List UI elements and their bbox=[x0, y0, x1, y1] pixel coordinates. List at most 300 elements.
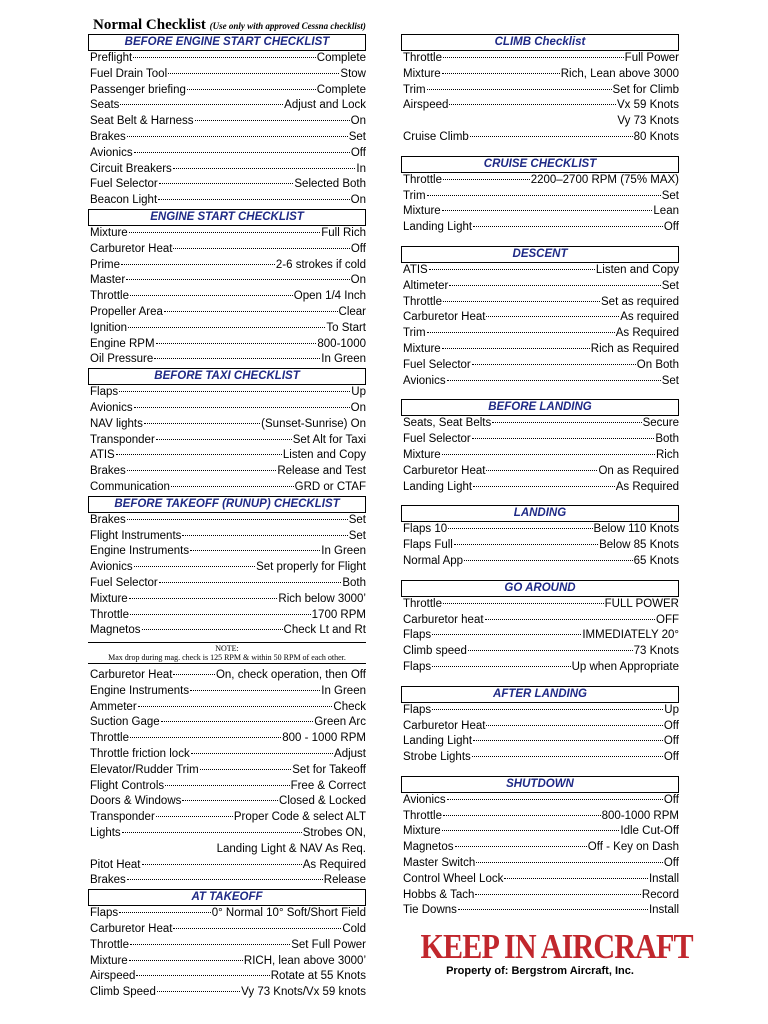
section-before-takeoff-runup-checklist bbox=[88, 496, 366, 890]
dot-leader bbox=[126, 279, 350, 280]
checklist-item: Landing Light bbox=[403, 480, 473, 493]
dot-leader bbox=[429, 269, 595, 270]
dot-leader bbox=[442, 454, 655, 455]
checklist-value: (Sunset-Sunrise) On bbox=[261, 417, 366, 430]
checklist-item: Trim bbox=[403, 189, 426, 202]
checklist-value: Green Arc bbox=[314, 716, 366, 729]
dot-leader bbox=[134, 566, 255, 567]
checklist-item: Flaps 10 bbox=[403, 523, 448, 536]
checklist-value: In bbox=[356, 162, 366, 175]
checklist-row bbox=[88, 352, 366, 368]
checklist-row bbox=[401, 416, 679, 432]
checklist-value: Cold bbox=[342, 923, 366, 936]
dot-leader bbox=[187, 89, 316, 90]
checklist-row bbox=[401, 51, 679, 67]
checklist-value: Record bbox=[641, 888, 679, 901]
section-shutdown bbox=[401, 776, 679, 919]
checklist-row bbox=[88, 417, 366, 433]
checklist-item: Strobe Lights bbox=[403, 751, 471, 764]
dot-leader bbox=[473, 226, 663, 227]
checklist-row bbox=[401, 204, 679, 220]
checklist-value: Stow bbox=[340, 67, 366, 80]
checklist-row bbox=[401, 644, 679, 660]
checklist-row bbox=[88, 858, 366, 874]
checklist-item: Tie Downs bbox=[403, 904, 457, 917]
checklist-row bbox=[401, 554, 679, 570]
checklist-item: Mixture bbox=[403, 67, 441, 80]
checklist-row bbox=[88, 513, 366, 529]
dot-leader bbox=[432, 634, 581, 635]
checklist-row bbox=[88, 560, 366, 576]
dot-leader bbox=[120, 104, 283, 105]
checklist-value: As required bbox=[620, 311, 679, 324]
note-title: NOTE: bbox=[215, 644, 239, 654]
dot-leader bbox=[173, 928, 341, 929]
checklist-item: Engine Instruments bbox=[90, 684, 190, 697]
checklist-row bbox=[88, 464, 366, 480]
dot-leader bbox=[472, 364, 636, 365]
checklist-value: OFF bbox=[656, 613, 679, 626]
checklist-row bbox=[401, 824, 679, 840]
checklist-value: Rich as Required bbox=[590, 342, 679, 355]
checklist-value: Set bbox=[661, 279, 679, 292]
dot-leader bbox=[134, 407, 350, 408]
checklist-row bbox=[401, 538, 679, 554]
right-sections bbox=[401, 34, 679, 919]
checklist-value: Off bbox=[663, 221, 679, 234]
checklist-item: ATIS bbox=[403, 263, 428, 276]
checklist-value: Check bbox=[333, 700, 366, 713]
checklist-value: 800-1000 bbox=[317, 337, 366, 350]
checklist-value: Set bbox=[661, 189, 679, 202]
checklist-row bbox=[88, 700, 366, 716]
dot-leader bbox=[144, 423, 260, 424]
checklist-row bbox=[401, 660, 679, 676]
checklist-value: On bbox=[350, 274, 366, 287]
checklist-row bbox=[88, 985, 366, 1001]
checklist-item: Cruise Climb bbox=[403, 130, 469, 143]
checklist-item: Throttle friction lock bbox=[90, 748, 190, 761]
dot-leader bbox=[475, 894, 641, 895]
checklist-item: Elevator/Rudder Trim bbox=[90, 763, 199, 776]
checklist-value: Install bbox=[648, 904, 679, 917]
dot-leader bbox=[485, 619, 655, 620]
checklist-item: Brakes bbox=[90, 874, 126, 887]
checklist-row bbox=[88, 826, 366, 842]
dot-leader bbox=[486, 316, 619, 317]
checklist-item: Climb speed bbox=[403, 645, 467, 658]
checklist-item: Mixture bbox=[90, 226, 128, 239]
checklist-item: Flaps Full bbox=[403, 539, 453, 552]
dot-leader bbox=[168, 73, 339, 74]
checklist-row bbox=[401, 310, 679, 326]
checklist-row bbox=[401, 374, 679, 390]
checklist-row bbox=[88, 337, 366, 353]
checklist-value: Install bbox=[648, 872, 679, 885]
checklist-item: Oil Pressure bbox=[90, 353, 154, 366]
page-subtitle: (Use only with approved Cessna checklist) bbox=[209, 21, 366, 31]
checklist-item: Brakes bbox=[90, 513, 126, 526]
dot-leader bbox=[447, 380, 661, 381]
checklist-value: RICH, lean above 3000’ bbox=[243, 954, 366, 967]
checklist-item: Prime bbox=[90, 258, 121, 271]
checklist-value: Check Lt and Rt bbox=[283, 624, 366, 637]
checklist-row bbox=[401, 480, 679, 496]
checklist-item: Suction Gage bbox=[90, 716, 160, 729]
checklist-value: 2200–2700 RPM (75% MAX) bbox=[530, 173, 679, 186]
checklist-value: 0° Normal 10° Soft/Short Field bbox=[211, 907, 366, 920]
checklist-item: Brakes bbox=[90, 465, 126, 478]
dot-leader bbox=[134, 152, 350, 153]
checklist-item: Trim bbox=[403, 83, 426, 96]
dot-leader bbox=[130, 737, 281, 738]
dot-leader bbox=[154, 358, 320, 359]
checklist-row bbox=[88, 401, 366, 417]
checklist-row bbox=[401, 597, 679, 613]
checklist-item: Landing Light bbox=[403, 735, 473, 748]
checklist-value: On as Required bbox=[598, 464, 679, 477]
checklist-row bbox=[401, 522, 679, 538]
checklist-value: On bbox=[350, 194, 366, 207]
checklist-value: Set bbox=[348, 513, 366, 526]
checklist-value: To Start bbox=[326, 321, 366, 334]
checklist-row bbox=[401, 903, 679, 919]
checklist-value: Release and Test bbox=[277, 465, 366, 478]
checklist-value: 800-1000 RPM bbox=[601, 809, 679, 822]
checklist-row bbox=[88, 51, 366, 67]
dot-leader bbox=[442, 73, 560, 74]
checklist-row bbox=[401, 856, 679, 872]
checklist-item: Flaps bbox=[403, 703, 432, 716]
checklist-value: GRD or CTAF bbox=[294, 480, 366, 493]
dot-leader bbox=[449, 285, 660, 286]
checklist-row bbox=[401, 342, 679, 358]
dot-leader bbox=[472, 438, 655, 439]
checklist-item: Flaps bbox=[403, 660, 432, 673]
checklist-value: Listen and Copy bbox=[282, 449, 366, 462]
checklist-item: Fuel Selector bbox=[90, 576, 158, 589]
dot-leader bbox=[443, 603, 604, 604]
dot-leader bbox=[190, 690, 320, 691]
checklist-row bbox=[88, 684, 366, 700]
checklist-value: Set as required bbox=[601, 295, 679, 308]
dot-leader bbox=[492, 422, 641, 423]
checklist-value: Lean bbox=[653, 205, 679, 218]
section-header: ENGINE START CHECKLIST bbox=[88, 209, 366, 226]
checklist-item: Mixture bbox=[403, 825, 441, 838]
checklist-row bbox=[401, 173, 679, 189]
checklist-item: Throttle bbox=[403, 295, 442, 308]
checklist-row bbox=[401, 295, 679, 311]
checklist-value: As Required bbox=[615, 327, 679, 340]
checklist-value: Both bbox=[655, 433, 679, 446]
checklist-value: Set bbox=[348, 529, 366, 542]
section-header: BEFORE TAXI CHECKLIST bbox=[88, 368, 366, 385]
section-header: BEFORE LANDING bbox=[401, 399, 679, 416]
section-header: BEFORE TAKEOFF (RUNUP) CHECKLIST bbox=[88, 496, 366, 513]
checklist-value: Vy 73 Knots bbox=[617, 115, 679, 128]
checklist-row bbox=[88, 954, 366, 970]
checklist-row bbox=[88, 162, 366, 178]
note-text: Max drop during mag. check is 125 RPM & within 50 RPM of each other. bbox=[108, 653, 346, 663]
checklist-value: Clear bbox=[338, 305, 366, 318]
checklist-value: Up when Appropriate bbox=[571, 660, 679, 673]
checklist-item: Carburetor Heat bbox=[403, 311, 486, 324]
checklist-value: Off bbox=[350, 242, 366, 255]
checklist-item: Master Switch bbox=[403, 857, 476, 870]
checklist-row bbox=[88, 385, 366, 401]
checklist-item: Avionics bbox=[90, 401, 133, 414]
checklist-value: Off bbox=[350, 146, 366, 159]
checklist-value: Vy 73 Knots/Vx 59 knots bbox=[241, 986, 366, 999]
dot-leader bbox=[127, 879, 323, 880]
dot-leader bbox=[159, 183, 294, 184]
section-descent bbox=[401, 246, 679, 389]
checklist-row bbox=[88, 842, 366, 858]
checklist-item: Flight Instruments bbox=[90, 529, 182, 542]
checklist-value: Proper Code & select ALT bbox=[233, 811, 366, 824]
checklist-value: As Required bbox=[302, 858, 366, 871]
checklist-row bbox=[88, 242, 366, 258]
dot-leader bbox=[472, 756, 663, 757]
checklist-value: Set for Takeoff bbox=[292, 763, 366, 776]
checklist-item: Throttle bbox=[90, 938, 129, 951]
checklist-row bbox=[88, 715, 366, 731]
checklist-value: In Green bbox=[321, 684, 366, 697]
left-column bbox=[88, 16, 366, 1001]
dot-leader bbox=[129, 960, 243, 961]
dot-leader bbox=[157, 991, 240, 992]
checklist-row bbox=[401, 888, 679, 904]
section-header: GO AROUND bbox=[401, 580, 679, 597]
dot-leader bbox=[427, 89, 612, 90]
section-climb-checklist bbox=[401, 34, 679, 146]
checklist-item: Airspeed bbox=[90, 970, 136, 983]
checklist-row bbox=[88, 873, 366, 889]
checklist-item: Climb Speed bbox=[90, 986, 156, 999]
checklist-row bbox=[88, 576, 366, 592]
checklist-value: In Green bbox=[321, 353, 366, 366]
checklist-row bbox=[401, 613, 679, 629]
dot-leader bbox=[195, 120, 350, 121]
dot-leader bbox=[121, 264, 275, 265]
dot-leader bbox=[156, 343, 317, 344]
dot-leader bbox=[165, 785, 289, 786]
checklist-value: On Both bbox=[636, 358, 679, 371]
checklist-row bbox=[401, 358, 679, 374]
section-header: CLIMB Checklist bbox=[401, 34, 679, 51]
checklist-row bbox=[401, 67, 679, 83]
checklist-item: Landing Light bbox=[403, 221, 473, 234]
dot-leader bbox=[130, 614, 311, 615]
section-cruise-checklist bbox=[401, 156, 679, 236]
dot-leader bbox=[129, 232, 321, 233]
section-header: AT TAKEOFF bbox=[88, 889, 366, 906]
checklist-row bbox=[88, 433, 366, 449]
checklist-value: On bbox=[350, 115, 366, 128]
dot-leader bbox=[443, 57, 624, 58]
checklist-row bbox=[401, 220, 679, 236]
checklist-value: Rich, Lean above 3000 bbox=[560, 67, 679, 80]
checklist-row bbox=[88, 67, 366, 83]
checklist-row bbox=[401, 840, 679, 856]
dot-leader bbox=[468, 650, 633, 651]
checklist-item: Fuel Selector bbox=[403, 358, 471, 371]
checklist-item: Mixture bbox=[403, 342, 441, 355]
checklist-row bbox=[88, 130, 366, 146]
checklist-item: Avionics bbox=[90, 146, 133, 159]
checklist-value: As Required bbox=[615, 480, 679, 493]
checklist-row bbox=[88, 731, 366, 747]
dot-leader bbox=[190, 550, 320, 551]
dot-leader bbox=[136, 975, 269, 976]
checklist-value: Off - Key on Dash bbox=[587, 841, 679, 854]
checklist-item: Passenger briefing bbox=[90, 83, 186, 96]
checklist-item: ATIS bbox=[90, 449, 115, 462]
checklist-value: Set bbox=[348, 130, 366, 143]
checklist-item: Flaps bbox=[90, 386, 119, 399]
checklist-row bbox=[401, 750, 679, 766]
checklist-row bbox=[401, 703, 679, 719]
checklist-item: Mixture bbox=[403, 205, 441, 218]
section-after-landing bbox=[401, 686, 679, 766]
dot-leader bbox=[473, 740, 663, 741]
section-before-taxi-checklist bbox=[88, 368, 366, 496]
checklist-value: 2-6 strokes if cold bbox=[275, 258, 366, 271]
checklist-row bbox=[88, 83, 366, 99]
checklist-row bbox=[88, 98, 366, 114]
checklist-value: Set Alt for Taxi bbox=[292, 433, 366, 446]
checklist-item: Propeller Area bbox=[90, 305, 163, 318]
checklist-value: Open 1/4 Inch bbox=[293, 290, 366, 303]
checklist-value: Set Full Power bbox=[291, 938, 366, 951]
checklist-item: Preflight bbox=[90, 52, 133, 64]
dot-leader bbox=[191, 753, 333, 754]
checklist-row bbox=[401, 719, 679, 735]
checklist-item: Carburetor Heat bbox=[90, 669, 173, 682]
checklist-row bbox=[88, 193, 366, 209]
dot-leader bbox=[432, 709, 663, 710]
checklist-item: Fuel Selector bbox=[403, 433, 471, 446]
checklist-row bbox=[88, 922, 366, 938]
checklist-item: Control Wheel Lock bbox=[403, 872, 504, 885]
dot-leader bbox=[447, 799, 663, 800]
dot-leader bbox=[470, 136, 633, 137]
checklist-row bbox=[88, 938, 366, 954]
checklist-item: Altimeter bbox=[403, 279, 449, 292]
checklist-item: Circuit Breakers bbox=[90, 162, 172, 175]
dot-leader bbox=[443, 179, 530, 180]
checklist-value: Up bbox=[351, 386, 366, 399]
checklist-value: Listen and Copy bbox=[595, 263, 679, 276]
dot-leader bbox=[476, 862, 663, 863]
dot-leader bbox=[161, 721, 314, 722]
dot-leader bbox=[156, 816, 233, 817]
checklist-row bbox=[401, 448, 679, 464]
dot-leader bbox=[455, 846, 587, 847]
section-header: LANDING bbox=[401, 505, 679, 522]
checklist-row bbox=[88, 258, 366, 274]
dot-leader bbox=[127, 519, 348, 520]
checklist-item: Magnetos bbox=[90, 624, 141, 637]
checklist-item: Beacon Light bbox=[90, 194, 158, 207]
checklist-value: 73 Knots bbox=[633, 645, 679, 658]
checklist-row bbox=[88, 794, 366, 810]
checklist-value: Vx 59 Knots bbox=[616, 99, 679, 112]
checklist-row bbox=[401, 326, 679, 342]
checklist-row bbox=[401, 809, 679, 825]
dot-leader bbox=[200, 769, 292, 770]
left-sections bbox=[88, 34, 366, 1001]
dot-leader bbox=[443, 815, 601, 816]
checklist-item: Airspeed bbox=[403, 99, 449, 112]
dot-leader bbox=[427, 195, 661, 196]
checklist-value: Secure bbox=[642, 417, 679, 430]
section-header: SHUTDOWN bbox=[401, 776, 679, 793]
checklist-row bbox=[88, 321, 366, 337]
checklist-row bbox=[401, 279, 679, 295]
checklist-item: Flaps bbox=[403, 629, 432, 642]
mag-check-note bbox=[88, 642, 366, 664]
checklist-value: Off bbox=[663, 719, 679, 732]
checklist-item: Ignition bbox=[90, 321, 128, 334]
checklist-value: Full Power bbox=[624, 52, 679, 64]
checklist-item: Mixture bbox=[90, 954, 128, 967]
checklist-value: Idle Cut-Off bbox=[620, 825, 679, 838]
checklist-row bbox=[401, 432, 679, 448]
section-go-around bbox=[401, 580, 679, 676]
checklist-item: Throttle bbox=[403, 597, 442, 610]
checklist-row bbox=[88, 747, 366, 763]
checklist-row bbox=[88, 668, 366, 684]
dot-leader bbox=[119, 391, 350, 392]
dot-leader bbox=[129, 598, 278, 599]
dot-leader bbox=[156, 439, 292, 440]
dot-leader bbox=[486, 725, 662, 726]
checklist-item: NAV lights bbox=[90, 417, 143, 430]
checklist-value: Up bbox=[664, 703, 679, 716]
checklist-item: Normal App bbox=[403, 554, 464, 567]
dot-leader bbox=[182, 800, 278, 801]
checklist-item: Avionics bbox=[403, 793, 446, 806]
dot-leader bbox=[464, 560, 633, 561]
checklist-value: 800 - 1000 RPM bbox=[282, 732, 366, 745]
checklist-item: Throttle bbox=[90, 290, 129, 303]
checklist-item: Engine RPM bbox=[90, 337, 155, 350]
right-column bbox=[401, 16, 693, 978]
checklist-value: Selected Both bbox=[294, 178, 366, 191]
dot-leader bbox=[432, 666, 570, 667]
dot-leader bbox=[142, 864, 302, 865]
checklist-item: Flight Controls bbox=[90, 779, 165, 792]
dot-leader bbox=[473, 486, 615, 487]
checklist-value: 1700 RPM bbox=[311, 608, 366, 621]
checklist-item: Carburetor Heat bbox=[90, 242, 173, 255]
checklist-item: Seat Belt & Harness bbox=[90, 115, 194, 128]
dot-leader bbox=[486, 470, 597, 471]
dot-leader bbox=[133, 57, 316, 58]
checklist-item: Seats, Seat Belts bbox=[403, 417, 492, 430]
dot-leader bbox=[173, 674, 215, 675]
checklist-item: Trim bbox=[403, 327, 426, 340]
checklist-value: Adjust bbox=[334, 748, 366, 761]
dot-leader bbox=[127, 470, 277, 471]
checklist-item: Ammeter bbox=[90, 700, 137, 713]
dot-leader bbox=[128, 327, 325, 328]
checklist-value: Closed & Locked bbox=[279, 795, 366, 808]
checklist-row bbox=[88, 177, 366, 193]
checklist-row bbox=[88, 480, 366, 496]
